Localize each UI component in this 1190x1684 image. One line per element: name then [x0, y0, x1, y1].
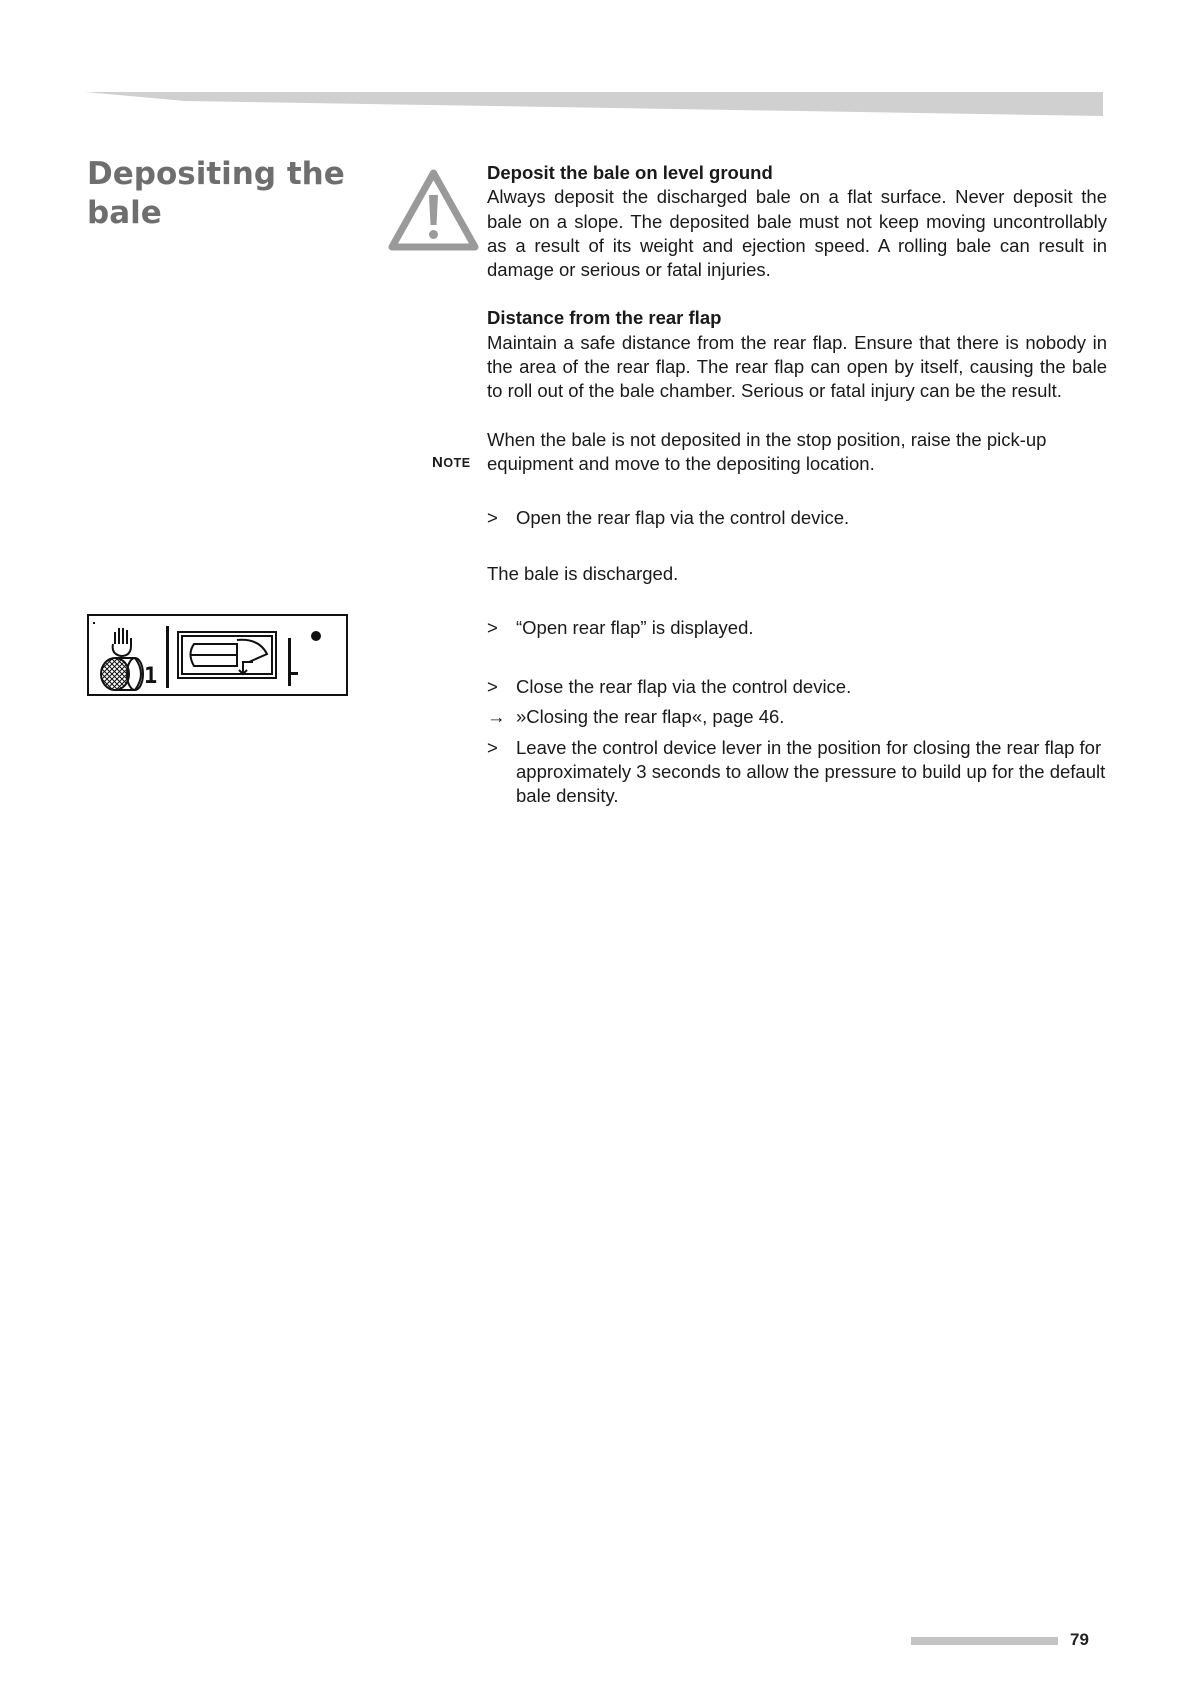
page-number: 79: [1070, 1630, 1089, 1649]
step-marker: >: [487, 736, 498, 758]
step-text: Open the rear flap via the control device.: [516, 507, 850, 529]
note-text: When the bale is not deposited in the stop position, raise the pick-up equipment and move to the depositing location.: [487, 428, 1047, 474]
section-title: [87, 155, 387, 233]
section-title-line1: Depositing the: [87, 156, 345, 192]
step-marker: >: [487, 616, 498, 638]
cross-reference-link[interactable]: »Closing the rear flap«, page 46.: [516, 706, 785, 728]
note-label: [432, 454, 471, 471]
note-label-initial: N: [432, 454, 444, 471]
bale-count: 1: [144, 664, 158, 689]
arrow-right-icon: →: [487, 706, 506, 728]
step-text: Close the rear flap via the control device.: [516, 676, 852, 698]
step-marker: >: [487, 676, 498, 698]
warning-block: [487, 161, 1107, 282]
warning-triangle-icon: [387, 167, 480, 251]
step-marker: >: [487, 507, 498, 529]
step-text: Leave the control device lever in the position for closing the rear flap for approximately 3 seconds to allow the pressure to build up for the default bale density.: [516, 736, 1106, 807]
header-bar: [0, 0, 1190, 130]
note-label-rest: OTE: [443, 456, 471, 470]
result-bale-discharged: The bale is discharged.: [487, 562, 679, 584]
step-leave-lever: [487, 736, 1107, 809]
footer-bar: [911, 1637, 1058, 1645]
distance-heading: Distance from the rear flap: [487, 307, 722, 329]
step-open-rear-flap: [487, 506, 1107, 530]
warning-heading: Deposit the bale on level ground: [487, 162, 773, 183]
step-open-rear-flap-displayed: [487, 616, 1107, 640]
warning-text: Always deposit the discharged bale on a flat surface. Never deposit the bale on a slope. The deposited bale must not keep moving uncontrollably as a result of its weight and ejection speed. A rolling bale can result in damage or serious or fatal injuries.: [487, 186, 1107, 281]
control-display-icon: [87, 614, 348, 696]
distance-text: Maintain a safe distance from the rear flap. Ensure that there is nobody in the area of the rear flap. The rear flap can open by itself, causing the bale to roll out of the bale chamber. Serious or fatal injury can be the result.: [487, 331, 1107, 402]
content-column: [487, 161, 1107, 809]
section-title-line2: bale: [87, 195, 162, 231]
distance-block: [487, 306, 1107, 403]
cross-reference-closing[interactable]: [487, 705, 1107, 729]
step-close-rear-flap: [487, 675, 1107, 699]
step-text: “Open rear flap” is displayed.: [516, 616, 754, 638]
